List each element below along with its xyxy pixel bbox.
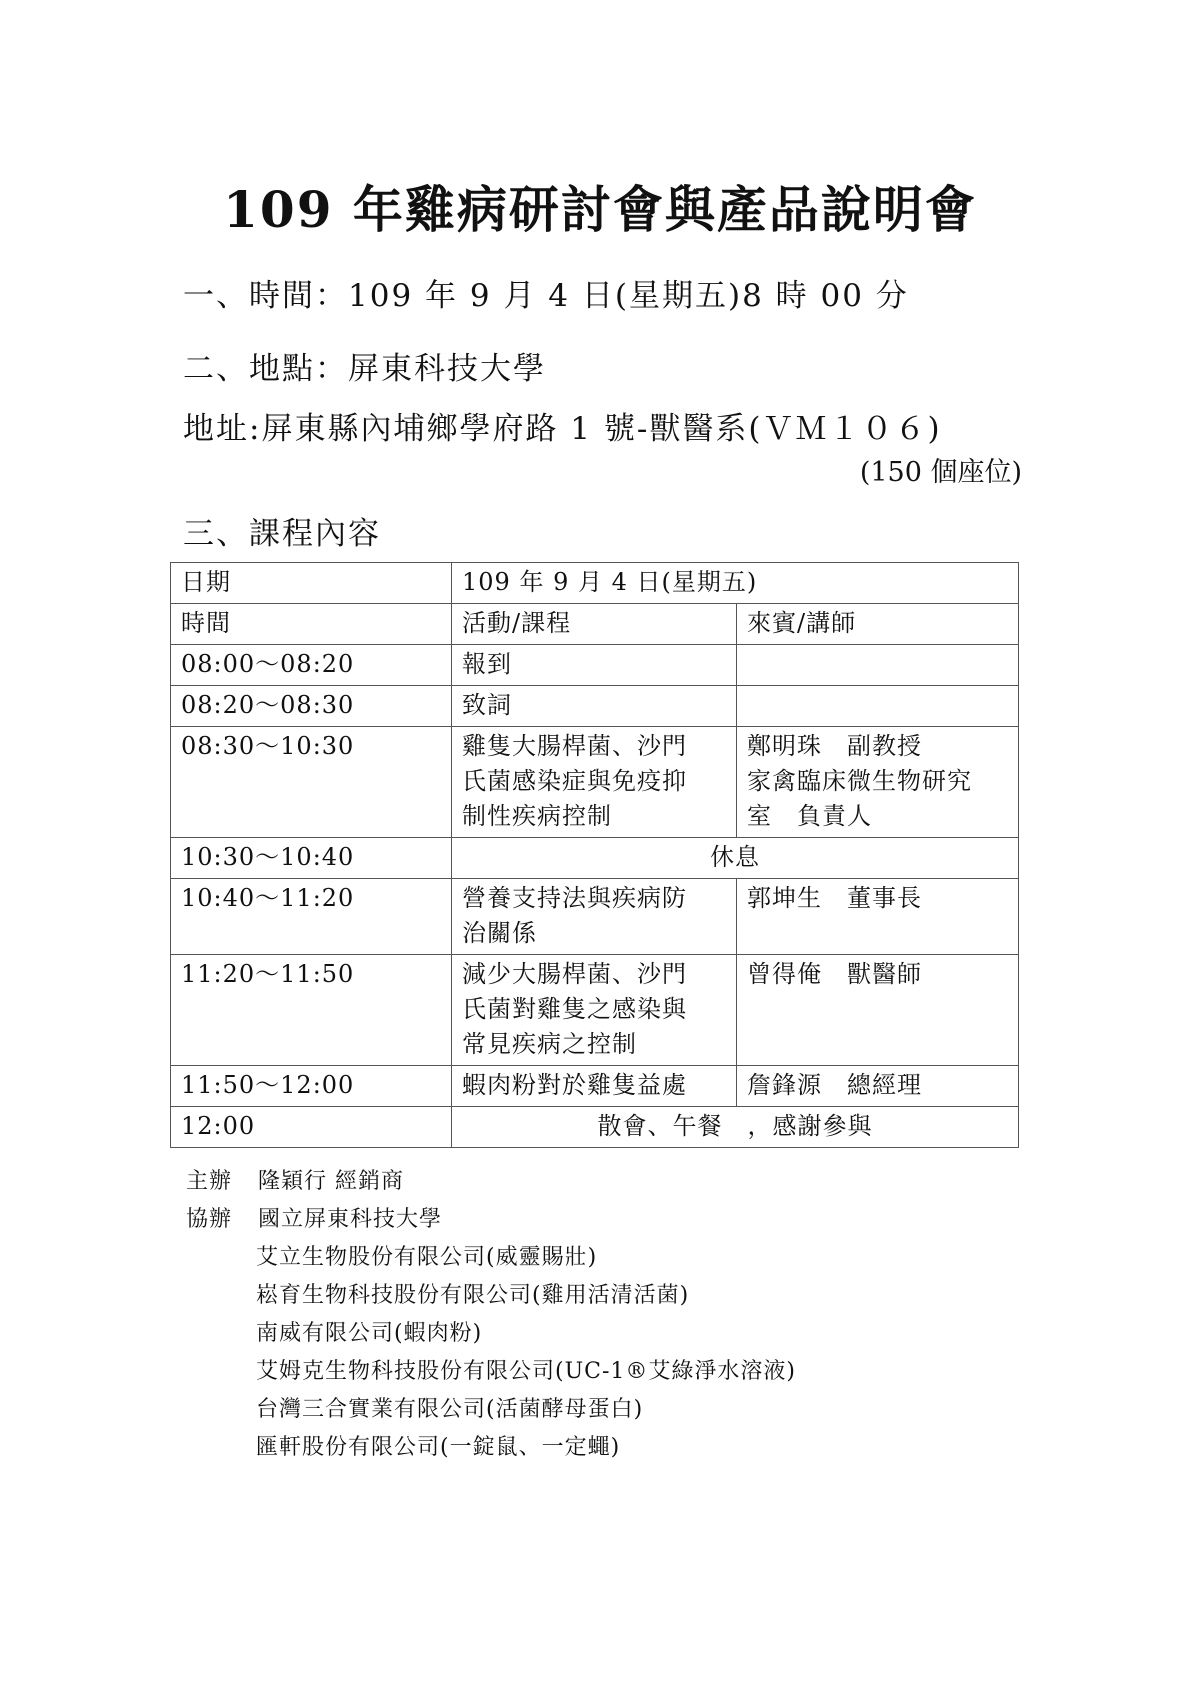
date-label-cell: 日期 <box>171 563 452 604</box>
table-row <box>171 686 1019 727</box>
host-name: 隆穎行 經銷商 <box>258 1169 404 1194</box>
host-row <box>186 1163 442 1201</box>
seats-note: (150 個座位) <box>859 457 1022 488</box>
time-cell: 10:40～11:20 <box>171 879 452 955</box>
address-line: 地址:屏東縣內埔鄉學府路 1 號-獸醫系(ＶＭ１０６) <box>183 411 942 447</box>
activity-line: 治關係 <box>462 919 537 947</box>
list-item: 匯軒股份有限公司(一錠鼠、一定蠅) <box>256 1435 621 1460</box>
activity-line: 常見疾病之控制 <box>462 1030 637 1058</box>
table-row <box>171 727 1019 838</box>
time-line: 一、時間：109 年 9 月 4 日(星期五)8 時 00 分 <box>183 278 909 314</box>
course-heading: 三、課程內容 <box>183 516 381 552</box>
activity-line: 制性疾病控制 <box>462 802 612 830</box>
list-item: 崧育生物科技股份有限公司(雞用活清活菌) <box>256 1283 690 1308</box>
table-row <box>171 838 1019 879</box>
table-row <box>171 645 1019 686</box>
co-organizer-first: 國立屏東科技大學 <box>258 1207 443 1232</box>
table-row <box>171 879 1019 955</box>
activity-line: 氏菌對雞隻之感染與 <box>462 995 687 1023</box>
activity-cell: 蝦肉粉對於雞隻益處 <box>452 1066 737 1107</box>
table-header-row <box>171 604 1019 645</box>
list-item: 艾立生物股份有限公司(威靈賜壯) <box>256 1245 598 1270</box>
activity-line: 氏菌感染症與免疫抑 <box>462 767 687 795</box>
time-cell: 08:30～10:30 <box>171 727 452 838</box>
speaker-line: 家禽臨床微生物研究 <box>747 767 972 795</box>
activity-cell: 致詞 <box>452 686 737 727</box>
place-line: 二、地點：屏東科技大學 <box>183 351 546 387</box>
speaker-line: 鄭明珠 副教授 <box>747 732 922 760</box>
activity-line: 減少大腸桿菌、沙門 <box>462 960 687 988</box>
header-activity: 活動/課程 <box>452 604 737 645</box>
time-cell: 10:30～10:40 <box>171 838 452 879</box>
activity-line: 雞隻大腸桿菌、沙門 <box>462 732 687 760</box>
speaker-cell <box>737 955 1019 1066</box>
time-cell: 08:00～08:20 <box>171 645 452 686</box>
schedule-table <box>170 562 1019 1148</box>
co-organizer-label: 協辦 <box>186 1207 233 1232</box>
time-cell: 12:00 <box>171 1107 452 1148</box>
header-time: 時間 <box>171 604 452 645</box>
time-cell: 11:20～11:50 <box>171 955 452 1066</box>
document-title: 109 年雞病研討會與產品說明會 <box>223 180 977 239</box>
activity-cell <box>452 879 737 955</box>
closing-cell: 散會、午餐 ，感謝參與 <box>452 1107 1019 1148</box>
table-row <box>171 955 1019 1066</box>
host-label: 主辦 <box>186 1169 233 1194</box>
header-speaker: 來賓/講師 <box>737 604 1019 645</box>
speaker-cell <box>737 645 1019 686</box>
speaker-cell <box>737 879 1019 955</box>
activity-line: 營養支持法與疾病防 <box>462 884 687 912</box>
table-row <box>171 1107 1019 1148</box>
speaker-line: 室 負責人 <box>747 802 872 830</box>
speaker-cell <box>737 686 1019 727</box>
activity-cell: 報到 <box>452 645 737 686</box>
break-cell: 休息 <box>452 838 1019 879</box>
list-item: 艾姆克生物科技股份有限公司(UC-1®艾綠淨水溶液) <box>256 1359 796 1384</box>
organizers-block <box>186 1163 442 1239</box>
table-row <box>171 1066 1019 1107</box>
table-row-date <box>171 563 1019 604</box>
date-value-cell: 109 年 9 月 4 日(星期五) <box>452 563 1019 604</box>
speaker-cell <box>737 727 1019 838</box>
list-item: 台灣三合實業有限公司(活菌酵母蛋白) <box>256 1397 644 1422</box>
time-cell: 11:50～12:00 <box>171 1066 452 1107</box>
speaker-cell: 詹鋒源 總經理 <box>737 1066 1019 1107</box>
list-item: 南威有限公司(蝦肉粉) <box>256 1321 483 1346</box>
co-organizer-list <box>256 1239 796 1467</box>
co-organizer-row <box>186 1201 442 1239</box>
speaker-line: 郭坤生 董事長 <box>747 884 922 912</box>
activity-cell <box>452 727 737 838</box>
activity-cell <box>452 955 737 1066</box>
time-cell: 08:20～08:30 <box>171 686 452 727</box>
speaker-line: 曾得俺 獸醫師 <box>747 960 922 988</box>
